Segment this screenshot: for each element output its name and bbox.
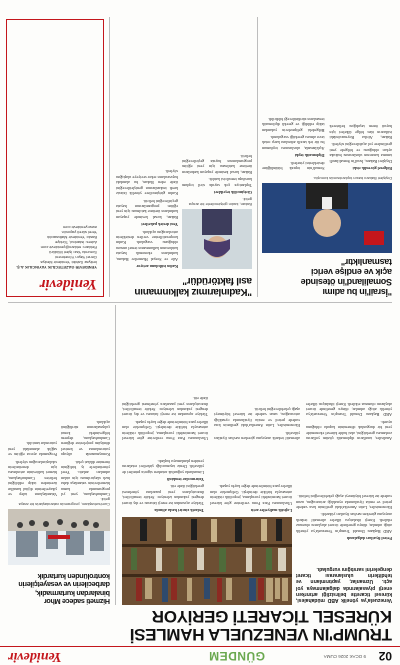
top-story-deck [296, 543, 392, 603]
top-story-column-2 [210, 445, 292, 513]
women-column-2 [182, 21, 252, 195]
top-story-paragraph-1: ABD Başkanı Donald Trump'ın Venezuela'ya yönelik attığı adımlar, dünya genelinde ticaret akışlarını olumsuz etkiledi. Enerji ithalatçısı ülkeler alternatif tedarik arayışına girerken navlun fiyatları yükseldi. [296, 512, 392, 534]
side-story-photo [8, 509, 110, 565]
top-story-continued [122, 307, 392, 441]
top-story-subhead-3: Tedarik zinciri baskı altında [154, 508, 204, 513]
women-headline-1: "Kadınlarımız kalkınmanın [134, 286, 252, 297]
minister-portrait-image [262, 183, 392, 253]
top-story-subhead-1: Petrol fiyatları dalgalandı [346, 536, 392, 541]
women-caption: Bakan, kadın girişimcilerle bir araya geldi. [188, 197, 252, 207]
imprint-line-9: www.yenidevir.com [62, 225, 97, 230]
top-story-subhead-4: Yatırımcılar temkinli [167, 476, 204, 482]
women-paragraph-2-repeat: Bakan, kırsal kesimde yaşayan kadınların üretime katılması için yeni eğitim programlarının hayata geçirileceğini belirtti. [182, 153, 252, 175]
side-story-column-1 [61, 307, 110, 497]
page-header [0, 646, 400, 665]
women-subhead-3: Girişimcilik teşvikleri [213, 190, 252, 195]
top-story-paragraph-1-repeat: ABD Başkanı Donald Trump'ın Venezuela'ya yönelik attığı adımlar, dünya genelinde ticaret akışlarını olumsuz etkiledi. Enerji ithalatçısı ülkeler alternatif tedarik arayışına girerken navlun fiyatları yükseldi. [214, 401, 392, 441]
somaliland-caption: Dışişleri Bakanı basın toplantısında konuştu. [313, 176, 392, 181]
top-story-paragraph-2: Ekonomistler, Latin Amerika'daki gerilimin kısa vadede petrol ve emtia fiyatlarında oynaklığı artıracağını, uzun vadede ise küresel büyümeyi aşağı çekebileceğini belirtti. [296, 494, 392, 510]
imprint-line-1: YENİDEVİR GAZETECİLİK YAYINCILIK A.Ş. [15, 265, 97, 270]
somaliland-headline-1: "İsrail'in bu adımı [322, 287, 392, 297]
somaliland-paragraph-1: Dışişleri Bakanı, İsrail'in Somaliland'i tanıma kararının uluslararası hukuka aykırı olduğunu ve bölgede yeni gerilimlere yol açabileceğini söyledi. [329, 142, 392, 164]
somaliland-subhead-1: Bölgesel güvenlik riski [352, 166, 392, 171]
minister-woman-image [182, 209, 252, 269]
women-story [116, 275, 252, 297]
top-story-headline-1: TRUMP'IN VENEZUELA HAMLESİ [130, 625, 392, 644]
side-story-headline-1: Hizmeti sadece Mhor [44, 597, 110, 606]
top-story-paragraph-3-repeat: Uluslararası Para Fonu verilerine göre küresel ticaret hacmindeki yavaşlama, jeopolitik risklerin artmasıyla birlikte derinleşti. Gelişmekte olan ülkeler para birimlerinde değer kaybı yaşadı. [122, 419, 208, 441]
top-story-photo [122, 517, 292, 605]
section-title: GÜNDEM [208, 649, 265, 663]
top-story-headline-2: KÜRESEL TİCARETİ GERİYOR [152, 607, 392, 626]
imprint-line-4: Sorumlu Yazı İşleri Müdürü [49, 250, 97, 255]
women-subhead-2: Yeni destek paketleri [141, 222, 178, 228]
imprint-line-2: İmtiyaz Sahibi: Yenidevir Medya [40, 260, 97, 265]
bookshelf-image [122, 517, 292, 605]
imprint-line-8: Yerel süreli yayındır. [61, 230, 97, 235]
women-column-1 [116, 21, 178, 269]
top-story-paragraph-4: Türkiye açısından ise enerji faturası ve dış ticaret dengesi yakından izleniyor. Sektör temsilcileri, ihracatçıların yeni pazarlara yönelmesi gerektiğini ifade etti. [122, 484, 204, 506]
event-crowd-image [8, 509, 110, 565]
side-story-paragraph-3: Vatandaşların talep ve şikayetlerinin dijital kanallar üzerinden takip edildiğini belirten Cumhurbaşkanı, hizmet kalitesinin artırılması için denetimlerin sıkılaştırılacağını söyledi. [8, 459, 57, 497]
side-story-column-2 [8, 307, 57, 497]
imprint-line-3: Genel Yayın Yönetmeni [55, 255, 97, 260]
somaliland-headline-2: Somaliland'in ötesinde [300, 277, 392, 287]
top-story-paragraph-6: Analistler, tarafların diplomatik çözüm yollarını zorlaması gerektiğini, aksi halde küresel ekonomide yeni bir durgunluk döneminin kapıda olduğunu uyardı. [306, 419, 392, 441]
side-story-headline-2: binalardan kurtarmadık, [35, 588, 110, 598]
somaliland-headline-4: tasmanlıktır" [341, 257, 392, 267]
somaliland-paragraph-3: Açıklamada, uluslararası toplumun bu tür tek taraflı adımlara karşı ortak tavır alması gerektiği vurgulandı. [262, 134, 325, 151]
top-story-paragraph-3: Uluslararası Para Fonu verilerine göre küresel ticaret hacmindeki yavaşlama, jeopolitik risklerin artmasıyla birlikte derinleşti. Gelişmekte olan ülkeler para birimlerinde değer kaybı yaşadı. [210, 484, 292, 506]
side-story [8, 571, 110, 605]
imprint-line-6: Adres: İstanbul, Türkiye [55, 240, 97, 245]
deck-text: Venezuela'ya yönelik ABD müdahalesi, küresel ticarette belirsizliği artırırken enerji piyasalarında dalgalanmaya yol açtı. Uzmanlar, yaptırımların ve tehditlerin uluslararası ticaret dengelerini sarstığını vurguladı. [296, 565, 392, 603]
side-story-paragraph-2: Konuşmasında altyapı yatırımlarına ve kentsel dönüşüm projelerine değinen Cumhurbaşkanı, deprem bölgesindeki konut çalışmalarının sürdüğünü açıkladı. [61, 419, 110, 458]
women-paragraph-1: Aile ve Sosyal Hizmetler Bakanı, kadınların ekonomik hayata katılımının kalkınmanın temel unsuru olduğunu vurguladı. Kadın kooperatiflerine verilen desteklerin artırılacağını açıkladı. [116, 229, 178, 262]
side-story-paragraph-4: Programda ayrıca eğitim ve sağlık alanındaki yeni yatırımlar tanıtıldı. [8, 441, 57, 458]
section-divider [8, 302, 392, 303]
side-story-headline-4: kontrolünden kurtardık [37, 571, 110, 581]
women-paragraph-3: Kadın girişimcilere yönelik faizsiz kredi imkanlarının genişletileceğini ifade eden Bakan, bu alandaki başvuruların rekor seviyeye ulaştığını söyledi. [116, 169, 178, 197]
somaliland-story [262, 257, 392, 297]
top-story-paragraph-5: Limanlarda yoğunluk artarken sigorta primleri de yükseldi. Deniz taşımacılığı şirketleri rotalarını yeniden planlamaya başladı. [122, 458, 204, 475]
header-logo: Yenidevir [8, 649, 62, 664]
top-story-column-3 [122, 445, 204, 513]
top-story-subhead-2: Lojistik maliyetler arttı [250, 508, 292, 513]
issue-date: 9 OCAK 2026 CUMA [323, 654, 366, 659]
somaliland-photo [262, 183, 392, 253]
imprint-box [6, 19, 104, 297]
side-story-caption: Cumhurbaşkanı, programda vatandaşlarla bir araya geldi. [18, 497, 110, 507]
somaliland-subhead-2: Diplomatik tepki [294, 153, 325, 159]
top-story-paragraph-4-repeat: Türkiye açısından ise enerji faturası ve dış ticaret dengesi yakından izleniyor. Sektör temsilcileri, ihracatçıların yeni pazarlara yönelmesi gerektiğini ifade etti. [122, 396, 208, 418]
somaliland-body [262, 21, 392, 171]
somaliland-paragraph-2: Bakan, Afrika Boynuzu'ndaki istikrarın tüm bölge ülkeleri için hayati önem taşıdığını belirterek Somali'nin toprak bütünlüğüne desteklerini yineledi. [262, 124, 392, 171]
column-divider [115, 305, 116, 605]
top-story [8, 607, 392, 643]
top-story-paragraph-2-repeat: Ekonomistler, Latin Amerika'daki gerilimin kısa vadede petrol ve emtia fiyatlarında oynaklığı artıracağını, uzun vadede ise küresel büyümeyi aşağı çekebileceğini belirtti. [214, 406, 300, 429]
women-subhead-1: Kadın istihdamı artıyor [136, 264, 178, 269]
column-divider-3 [109, 17, 110, 297]
somaliland-paragraph-4: Bölgedeki gelişmelerin yakından takip edildiği ve gerekli diplomatik temasların sürdürüleceği bildirildi. [262, 116, 325, 133]
imprint-line-7: Baskı: Yenidevir Matbaacılık [46, 235, 97, 240]
top-story-column-1 [296, 445, 392, 541]
women-paragraph-2: Bakan, kırsal kesimde yaşayan kadınların üretime katılması için yeni eğitim programlarının hayata geçirileceğini belirtti. [116, 198, 178, 220]
imprint-logo: Yenidevir [39, 276, 97, 292]
women-headline-2: asıl faktörüdür" [182, 275, 252, 286]
column-divider-2 [257, 17, 258, 297]
page-number: 02 [378, 649, 392, 663]
side-story-headline-3: darbecilerin ve vesayetçilerin [18, 580, 110, 590]
side-story-paragraph-1: Cumhurbaşkanı, yeni yıl programında kamu hizmetlerinin vatandaşa daha hızlı ulaştırılması için atılan adımları anlattı. Yerel yönetimlerle iş birliğinin önemine dikkat çekti. [61, 459, 110, 497]
women-photo [182, 209, 252, 269]
imprint-line-5: Reklam: reklam@yenidevir.com [40, 245, 97, 250]
women-paragraph-4: Toplantıya çok sayıda sivil toplum kuruluşu temsilcisi katıldı. [182, 177, 252, 188]
imprint-lines [13, 225, 97, 270]
somaliland-headline-3: açık ve endişe verici [311, 267, 392, 277]
